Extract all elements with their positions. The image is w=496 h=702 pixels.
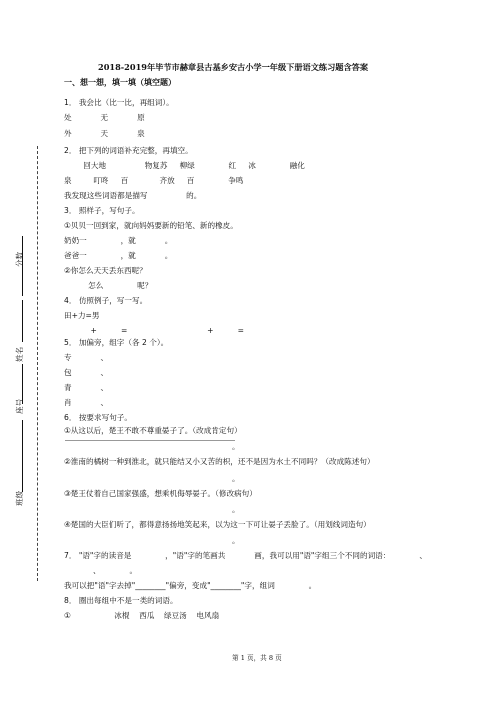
line-q2c: 我发现这些词语都是描写 的。	[64, 191, 202, 200]
binding-line	[37, 146, 38, 581]
score-label: 分数	[15, 251, 24, 267]
line-q3e: 怎么 呢？	[64, 281, 153, 290]
line-q3d: ②你怎么天天丢东西呢？	[64, 266, 147, 275]
page-title: 2018-2019年毕节市赫章县古基乡安古小学一年级下册语文练习题含答案	[98, 62, 369, 72]
line-q7a: 、 。	[64, 566, 138, 575]
line-q4a: 田+力=男	[64, 311, 100, 320]
line-q5c: 青 、	[64, 383, 109, 392]
line-q1b: 外 天 泉	[64, 129, 145, 138]
line-q5a: 专 、	[64, 353, 109, 362]
answer-rule	[65, 440, 235, 441]
class-label: 班级	[15, 490, 24, 506]
line-q6de: 。	[232, 536, 240, 545]
line-q6d: ④楚国的大臣们听了，都得意扬扬地笑起来，以为这一下可让晏子丢脸了。（用划线词造句）	[64, 520, 371, 529]
line-q6ce: 。	[232, 505, 240, 514]
line-q2b: 泉 叮咚 百 齐放 百 争鸣	[64, 176, 244, 185]
line-q5b: 包 、	[64, 368, 109, 377]
class-underline	[22, 420, 24, 492]
line-q6b: ②淮南的橘树一种到淮北，就只能结又小又苦的枳，还不是因为水土不同吗？（改成陈述句）	[64, 457, 375, 466]
line-q7: 7． "语"字的读音是 ，"语"字的笔画共 画，我可以用"语"字组三个不同的词语： 、	[64, 551, 427, 560]
line-q5: 5． 加偏旁，组字（各 2 个）。	[64, 338, 169, 347]
name-underline	[22, 300, 24, 342]
line-q3c: 爸爸一 ，就 。	[64, 251, 173, 260]
section-heading: 一、想一想，填一填（填空题）	[64, 78, 176, 87]
id-label: 座号	[15, 398, 24, 414]
line-q1a: 处 无 原	[64, 113, 145, 122]
line-q6: 6． 按要求写句子。	[64, 413, 132, 422]
line-q7b: 我可以把"语"字去掉"________"偏旁，变成"________"字，组词 。	[64, 581, 317, 590]
line-q8: 8． 圈出每组中不是一类的词语。	[64, 596, 178, 605]
line-q6ae: 。	[232, 442, 240, 451]
line-q1: 1． 我会比（比一比，再组词）。	[64, 98, 174, 107]
page-footer: 第 1 页，共 8 页	[232, 654, 282, 662]
line-q3a: ①贝贝一回到家，就向妈妈要新的铅笔、新的橡皮。	[64, 221, 238, 230]
name-label: 姓名	[15, 346, 24, 362]
line-q4b: + = + =	[64, 326, 244, 335]
line-q8a: ① 冰棍 西瓜 绿豆汤 电风扇	[64, 611, 220, 620]
line-q3b: 奶奶一 ，就 。	[64, 236, 173, 245]
line-q6be: 。	[232, 474, 240, 483]
line-q6c: ③楚王仗着自己国家强盛，想乘机侮辱晏子。（修改病句）	[64, 489, 257, 498]
line-q6a: ①从这以后，楚王不敢不尊重晏子了。（改成肯定句）	[64, 426, 242, 435]
line-q5d: 肖 、	[64, 398, 109, 407]
line-q2: 2． 把下列的词语补充完整，再填空。	[64, 146, 193, 155]
line-q4: 4． 仿照例子，写一写。	[64, 296, 148, 305]
line-q3: 3． 照样子，写句子。	[64, 206, 140, 215]
line-q2a: 回大地 物复苏 柳绿 红 冰 融化	[64, 161, 305, 170]
